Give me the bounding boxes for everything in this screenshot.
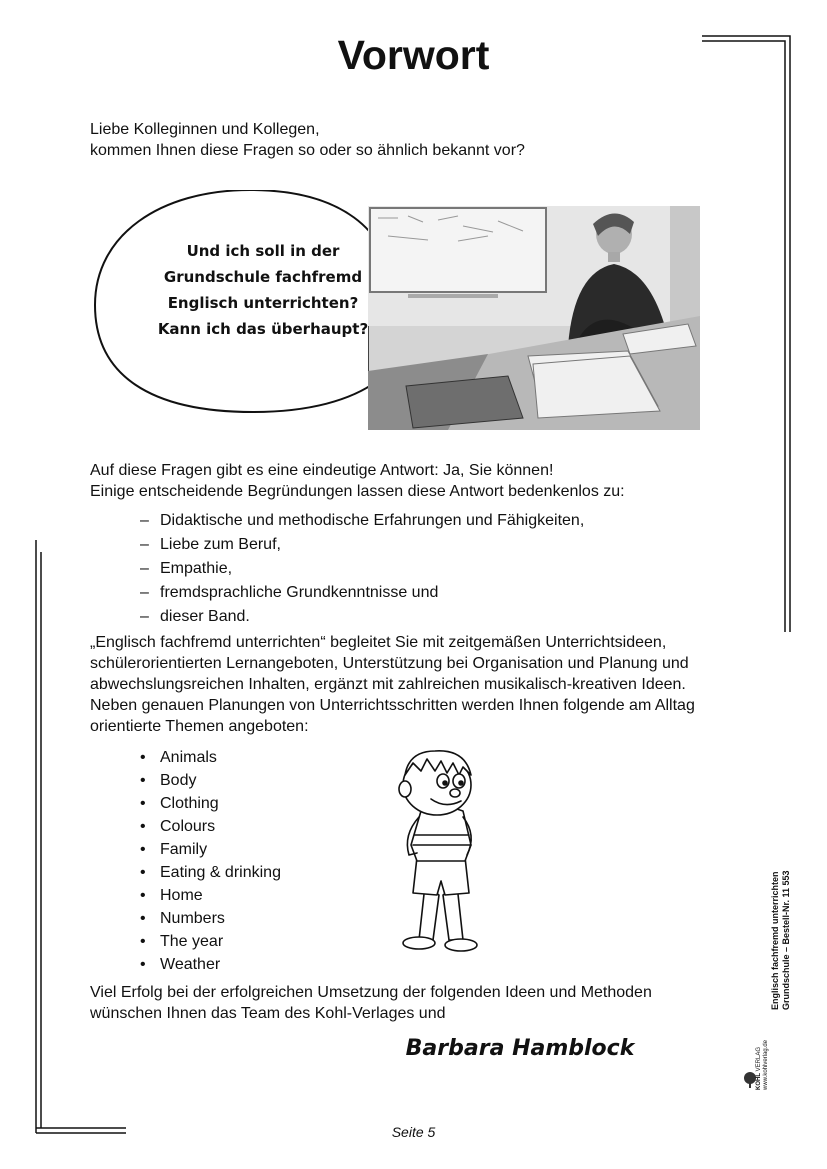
speech-line: Und ich soll in der — [186, 242, 340, 260]
list-item: • Animals — [140, 749, 217, 766]
spine-label — [770, 850, 791, 1010]
list-item: • Colours — [140, 818, 216, 835]
description-line: abwechslungsreichen Inhalten, ergänzt mit zahlreichen musikalisch-kreativen Ideen. — [90, 676, 686, 693]
speech-bubble-text — [128, 238, 398, 342]
closing-text — [90, 982, 730, 1024]
page-number: Seite 5 — [391, 1124, 436, 1140]
publisher-url: www.kohlverlag.de — [763, 1039, 769, 1090]
speech-line: Kann ich das überhaupt? — [157, 320, 369, 338]
description-line: schülerorientierten Lernangeboten, Unterstützung bei Organisation und Planung und — [90, 655, 689, 672]
intro-line-2: kommen Ihnen diese Fragen so oder so ähnlich bekannt vor? — [90, 142, 525, 159]
intro-line-1: Liebe Kolleginnen und Kollegen, — [90, 121, 320, 138]
description-line: orientierte Themen angeboten: — [90, 718, 309, 735]
publisher-logo — [742, 1020, 780, 1090]
teacher-photo — [368, 206, 700, 430]
closing-line-2: wünschen Ihnen das Team des Kohl-Verlages und — [90, 1005, 446, 1022]
author-signature: Barbara Hamblock — [405, 1036, 635, 1061]
list-item: – Empathie, — [140, 560, 233, 577]
speech-line: Grundschule fachfremd — [163, 268, 363, 286]
description-text — [90, 632, 730, 737]
answer-line-2: Einige entscheidende Begründungen lassen diese Antwort bedenkenlos zu: — [90, 483, 625, 500]
publisher-tagline: VERLAG — [756, 1046, 762, 1072]
reasons-list — [140, 509, 584, 629]
list-item: • Clothing — [140, 795, 219, 812]
spine-line-1: Englisch fachfremd unterrichten — [770, 871, 780, 1010]
list-item: – Liebe zum Beruf, — [140, 536, 281, 553]
page-title: Vorwort — [337, 32, 490, 78]
answer-line-1: Auf diese Fragen gibt es eine eindeutige Antwort: Ja, Sie können! — [90, 462, 554, 479]
closing-line-1: Viel Erfolg bei der erfolgreichen Umsetzung der folgenden Ideen und Methoden — [90, 984, 652, 1001]
cartoon-boy-illustration — [385, 745, 505, 960]
list-item: • Weather — [140, 956, 221, 973]
publisher-name: KOHL — [756, 1073, 762, 1090]
speech-line: Englisch unterrichten? — [167, 294, 359, 312]
answer-text — [90, 460, 730, 502]
list-item: – Didaktische und methodische Erfahrungen und Fähigkeiten, — [140, 512, 585, 529]
list-item: • The year — [140, 933, 224, 950]
list-item: • Eating & drinking — [140, 864, 281, 881]
list-item: • Home — [140, 887, 203, 904]
intro-text — [90, 119, 690, 161]
list-item: • Numbers — [140, 910, 225, 927]
topics-list — [140, 746, 281, 976]
list-item: • Family — [140, 841, 208, 858]
list-item: • Body — [140, 772, 197, 789]
spine-line-2: Grundschule – Bestell-Nr. 11 553 — [781, 870, 791, 1010]
description-line: Neben genauen Planungen von Unterrichtsschritten werden Ihnen folgende am Alltag — [90, 697, 695, 714]
description-line: „Englisch fachfremd unterrichten“ begleitet Sie mit zeitgemäßen Unterrichtsideen, — [90, 634, 667, 651]
list-item: – fremdsprachliche Grundkenntnisse und — [140, 584, 439, 601]
list-item: – dieser Band. — [140, 608, 250, 625]
